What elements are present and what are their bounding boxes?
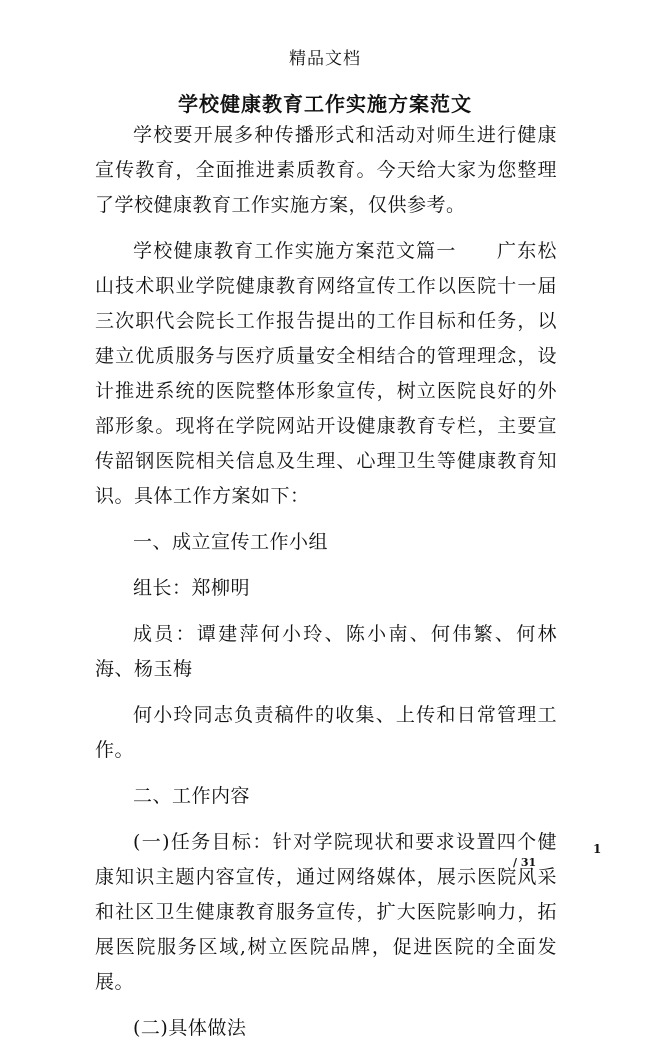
document-title: 学校健康教育工作实施方案范文: [178, 92, 472, 116]
document-body: [95, 118, 557, 1057]
section-one-paragraph: 学校健康教育工作实施方案范文篇一 广东松山技术职业学院健康教育网络宣传工作以医院十一届三次职代会院长工作报告提出的工作目标和任务，以建立优质服务与医疗质量安全相结合的管理理念，设计推进系统的医院整体形象宣传，树立医院良好的外部形象。现将在学院网站开设健康教育专栏，主要宣传韶钢医院相关信息及生理、心理卫生等健康教育知识。具体工作方案如下：: [95, 240, 557, 507]
heading-methods: (二)具体做法: [133, 1017, 247, 1039]
page-number: 1: [593, 842, 602, 856]
page-total: / 31: [513, 856, 537, 869]
task-goal-paragraph: (一)任务目标：针对学院现状和要求设置四个健康知识主题内容宣传，通过网络媒体，展示医院风采和社区卫生健康教育服务宣传，扩大医院影响力，拓展医院服务区域,树立医院品牌，促进医院的全面发展。: [95, 831, 557, 993]
intro-paragraph: 学校要开展多种传播形式和活动对师生进行健康宣传教育，全面推进素质教育。今天给大家为您整理了学校健康教育工作实施方案，仅供参考。: [95, 124, 557, 216]
team-duty: 何小玲同志负责稿件的收集、上传和日常管理工作。: [95, 704, 557, 761]
page-header: 精品文档: [289, 49, 361, 69]
team-leader: 组长：郑柳明: [133, 577, 251, 599]
heading-content: 二、工作内容: [133, 785, 251, 807]
team-members: 成员：谭建萍何小玲、陈小南、何伟繁、何林海、杨玉梅: [95, 623, 557, 680]
heading-team: 一、成立宣传工作小组: [133, 531, 329, 553]
